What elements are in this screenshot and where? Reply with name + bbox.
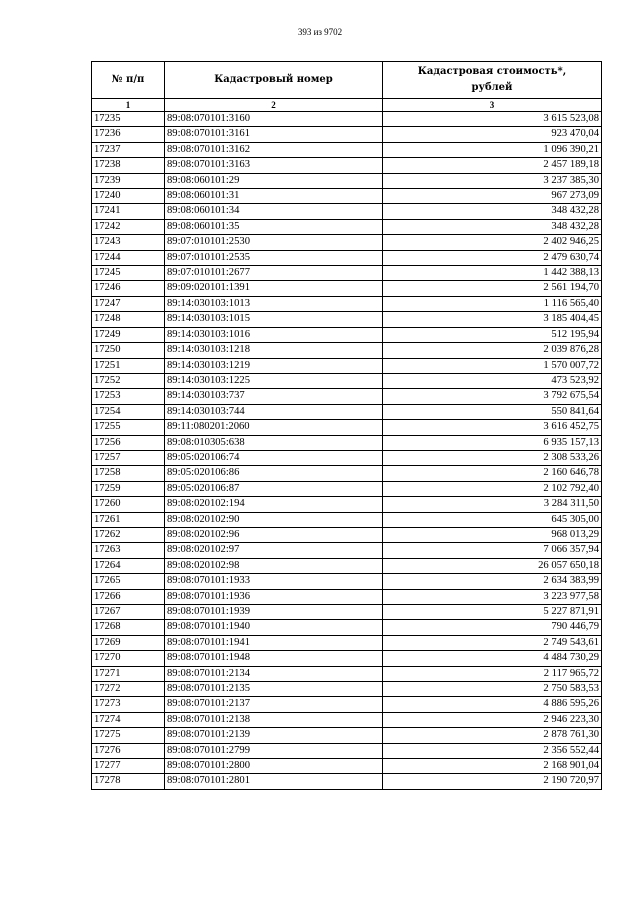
cadastral-value: 790 446,79 [383,620,602,635]
row-number: 17245 [92,266,165,281]
index-cell: 3 [383,99,602,112]
cadastral-value: 3 185 404,45 [383,312,602,327]
row-number: 17275 [92,728,165,743]
cadastral-number: 89:07:010101:2535 [165,250,383,265]
cadastral-value: 968 013,29 [383,527,602,542]
cadastral-value: 2 749 543,61 [383,635,602,650]
cadastral-number: 89:08:020102:90 [165,512,383,527]
cadastral-number: 89:05:020106:74 [165,450,383,465]
table-row [92,512,602,527]
cadastral-number: 89:08:070101:3160 [165,112,383,127]
index-cell: 1 [92,99,165,112]
table-row [92,605,602,620]
row-number: 17259 [92,481,165,496]
table-row [92,558,602,573]
cadastral-value: 2 160 646,78 [383,466,602,481]
cadastral-value: 2 479 630,74 [383,250,602,265]
row-number: 17235 [92,112,165,127]
cadastral-number: 89:08:070101:2139 [165,728,383,743]
cadastral-value: 2 102 792,40 [383,481,602,496]
table-row [92,204,602,219]
cadastral-value: 3 237 385,30 [383,173,602,188]
cadastral-number: 89:08:070101:2137 [165,697,383,712]
row-number: 17243 [92,235,165,250]
table-row [92,497,602,512]
cadastral-value: 2 117 965,72 [383,666,602,681]
table-row [92,219,602,234]
cadastral-value: 2 457 189,18 [383,158,602,173]
table-row [92,481,602,496]
index-cell: 2 [165,99,383,112]
cadastral-value: 4 484 730,29 [383,651,602,666]
cadastral-value: 348 432,28 [383,219,602,234]
cadastral-number: 89:05:020106:86 [165,466,383,481]
table-row [92,112,602,127]
row-number: 17278 [92,774,165,789]
row-number: 17251 [92,358,165,373]
cadastral-value: 3 615 523,08 [383,112,602,127]
cadastral-number: 89:09:020101:1391 [165,281,383,296]
table-row [92,697,602,712]
table-row [92,450,602,465]
table-row [92,173,602,188]
cadastral-number: 89:08:020102:98 [165,558,383,573]
row-number: 17250 [92,343,165,358]
row-number: 17236 [92,127,165,142]
cadastral-number: 89:14:030103:1218 [165,343,383,358]
cadastral-number: 89:08:070101:1939 [165,605,383,620]
table-row [92,759,602,774]
row-number: 17273 [92,697,165,712]
table-row [92,420,602,435]
table-row [92,435,602,450]
cadastral-number: 89:08:070101:3161 [165,127,383,142]
cadastral-value: 967 273,09 [383,189,602,204]
row-number: 17248 [92,312,165,327]
row-number: 17242 [92,219,165,234]
cadastral-value: 2 561 194,70 [383,281,602,296]
cadastral-number: 89:08:070101:2799 [165,743,383,758]
cadastral-value: 7 066 357,94 [383,543,602,558]
row-number: 17239 [92,173,165,188]
header-cadastral-number: Кадастровый номер [165,62,383,99]
cadastral-number: 89:08:070101:2135 [165,682,383,697]
table-row [92,527,602,542]
cadastral-value: 3 223 977,58 [383,589,602,604]
cadastral-number: 89:08:060101:31 [165,189,383,204]
row-number: 17246 [92,281,165,296]
table-row [92,127,602,142]
row-number: 17272 [92,682,165,697]
row-number: 17241 [92,204,165,219]
cadastral-table [91,61,602,790]
cadastral-number: 89:08:070101:2800 [165,759,383,774]
row-number: 17244 [92,250,165,265]
table-row [92,712,602,727]
cadastral-number: 89:08:070101:1948 [165,651,383,666]
cadastral-value: 2 402 946,25 [383,235,602,250]
cadastral-value: 2 039 876,28 [383,343,602,358]
cadastral-number: 89:14:030103:1219 [165,358,383,373]
cadastral-value: 2 634 383,99 [383,574,602,589]
table-row [92,589,602,604]
cadastral-number: 89:08:070101:2134 [165,666,383,681]
row-number: 17277 [92,759,165,774]
cadastral-value: 2 946 223,30 [383,712,602,727]
header-cadastral-value: Кадастровая стоимость*, рублей [383,62,602,99]
cadastral-value: 3 284 311,50 [383,497,602,512]
cadastral-value: 2 750 583,53 [383,682,602,697]
row-number: 17257 [92,450,165,465]
cadastral-value: 3 616 452,75 [383,420,602,435]
row-number: 17247 [92,296,165,311]
table-row [92,281,602,296]
cadastral-value: 2 190 720,97 [383,774,602,789]
cadastral-number: 89:08:070101:1933 [165,574,383,589]
cadastral-number: 89:08:070101:3163 [165,158,383,173]
table-row [92,343,602,358]
cadastral-number: 89:14:030103:1013 [165,296,383,311]
row-number: 17266 [92,589,165,604]
index-row [92,99,602,112]
table-row [92,373,602,388]
cadastral-number: 89:14:030103:1225 [165,373,383,388]
cadastral-number: 89:11:080201:2060 [165,420,383,435]
row-number: 17255 [92,420,165,435]
row-number: 17260 [92,497,165,512]
cadastral-number: 89:08:070101:2138 [165,712,383,727]
table-row [92,666,602,681]
cadastral-value: 645 305,00 [383,512,602,527]
cadastral-value: 1 116 565,40 [383,296,602,311]
row-number: 17270 [92,651,165,666]
row-number: 17269 [92,635,165,650]
cadastral-number: 89:08:060101:34 [165,204,383,219]
cadastral-number: 89:14:030103:744 [165,404,383,419]
table-row [92,312,602,327]
row-number: 17268 [92,620,165,635]
cadastral-value: 26 057 650,18 [383,558,602,573]
table-row [92,142,602,157]
row-number: 17252 [92,373,165,388]
cadastral-number: 89:14:030103:1016 [165,327,383,342]
cadastral-number: 89:08:060101:35 [165,219,383,234]
row-number: 17276 [92,743,165,758]
row-number: 17261 [92,512,165,527]
row-number: 17237 [92,142,165,157]
row-number: 17274 [92,712,165,727]
table-row [92,404,602,419]
cadastral-number: 89:08:070101:3162 [165,142,383,157]
table-row [92,466,602,481]
cadastral-number: 89:08:020102:97 [165,543,383,558]
cadastral-number: 89:08:010305:638 [165,435,383,450]
cadastral-value: 4 886 595,26 [383,697,602,712]
cadastral-value: 2 356 552,44 [383,743,602,758]
cadastral-number: 89:08:070101:2801 [165,774,383,789]
row-number: 17264 [92,558,165,573]
row-number: 17267 [92,605,165,620]
table-body [92,112,602,790]
cadastral-value: 2 878 761,30 [383,728,602,743]
cadastral-value: 6 935 157,13 [383,435,602,450]
row-number: 17265 [92,574,165,589]
table-row [92,250,602,265]
table-row [92,728,602,743]
table-row [92,389,602,404]
cadastral-value: 550 841,64 [383,404,602,419]
cadastral-number: 89:14:030103:1015 [165,312,383,327]
row-number: 17263 [92,543,165,558]
row-number: 17271 [92,666,165,681]
row-number: 17240 [92,189,165,204]
cadastral-value: 3 792 675,54 [383,389,602,404]
cadastral-value: 473 523,92 [383,373,602,388]
cadastral-number: 89:07:010101:2530 [165,235,383,250]
row-number: 17258 [92,466,165,481]
page-number: 393 из 9702 [297,27,343,37]
row-number: 17238 [92,158,165,173]
cadastral-number: 89:14:030103:737 [165,389,383,404]
table-row [92,543,602,558]
table-row [92,682,602,697]
table-row [92,620,602,635]
row-number: 17249 [92,327,165,342]
table-row [92,158,602,173]
cadastral-value: 2 308 533,26 [383,450,602,465]
table-row [92,574,602,589]
cadastral-value: 923 470,04 [383,127,602,142]
cadastral-number: 89:08:060101:29 [165,173,383,188]
row-number: 17253 [92,389,165,404]
table-row [92,327,602,342]
cadastral-value: 5 227 871,91 [383,605,602,620]
cadastral-number: 89:07:010101:2677 [165,266,383,281]
row-number: 17262 [92,527,165,542]
cadastral-value: 348 432,28 [383,204,602,219]
table-row [92,358,602,373]
table-row [92,743,602,758]
cadastral-number: 89:08:070101:1936 [165,589,383,604]
cadastral-number: 89:05:020106:87 [165,481,383,496]
header-row [92,62,602,99]
table-row [92,651,602,666]
cadastral-number: 89:08:020102:194 [165,497,383,512]
table-row [92,774,602,789]
cadastral-number: 89:08:070101:1941 [165,635,383,650]
cadastral-number: 89:08:070101:1940 [165,620,383,635]
cadastral-value: 1 570 007,72 [383,358,602,373]
cadastral-value: 1 096 390,21 [383,142,602,157]
table-row [92,235,602,250]
table-row [92,635,602,650]
table-row [92,296,602,311]
row-number: 17256 [92,435,165,450]
table-row [92,189,602,204]
table-row [92,266,602,281]
cadastral-number: 89:08:020102:96 [165,527,383,542]
cadastral-value: 1 442 388,13 [383,266,602,281]
row-number: 17254 [92,404,165,419]
cadastral-value: 2 168 901,04 [383,759,602,774]
cadastral-value: 512 195,94 [383,327,602,342]
header-number: № п/п [92,62,165,99]
